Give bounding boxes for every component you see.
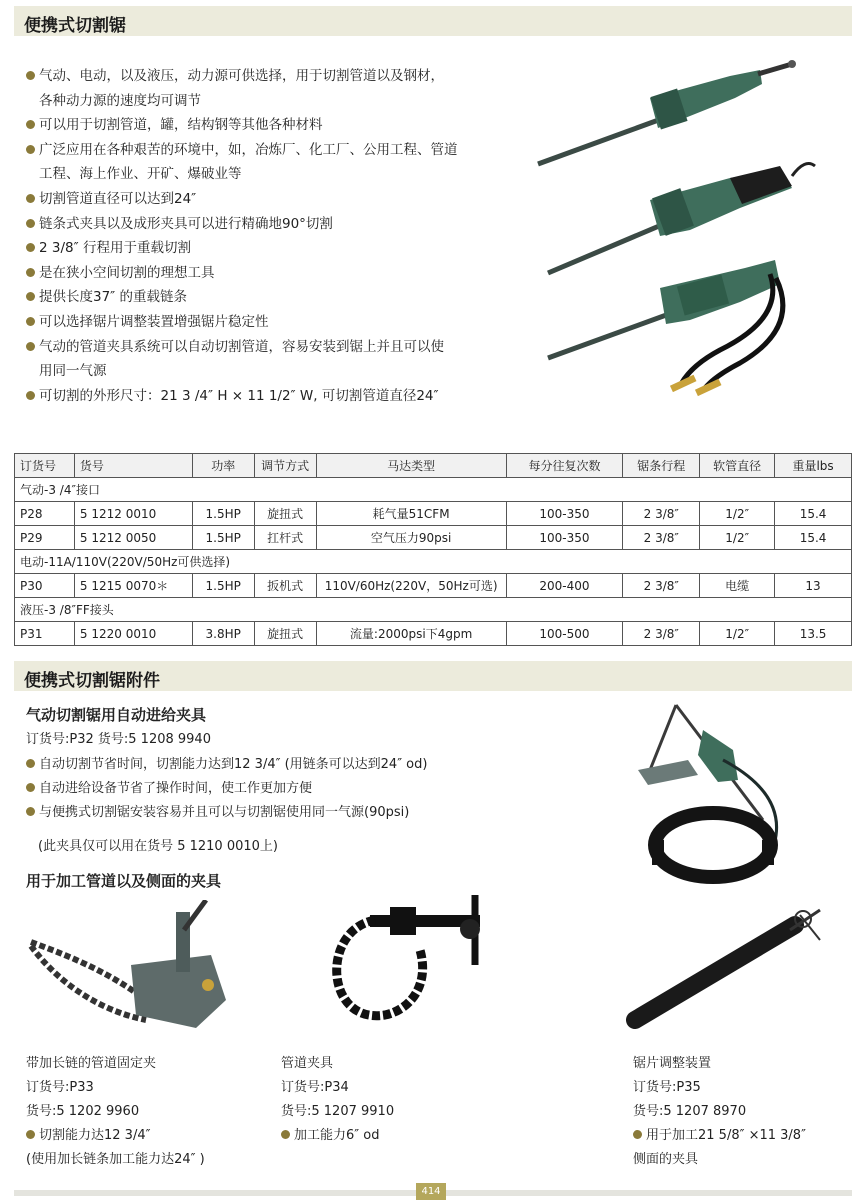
table-group-row	[15, 598, 852, 622]
feature-line: 可以选择锯片调整装置增强锯片稳定性	[26, 310, 506, 335]
table-cell: 扛杆式	[254, 526, 316, 550]
table-group-row	[15, 478, 852, 502]
column-header: 软管直径	[700, 454, 775, 478]
bullet-dot-icon	[633, 1130, 642, 1139]
column-header: 调节方式	[254, 454, 316, 478]
table-cell: 200-400	[506, 574, 623, 598]
table-cell: 110V/60Hz(220V，50Hz可选)	[316, 574, 506, 598]
feature-list	[26, 64, 506, 408]
table-cell: P29	[15, 526, 75, 550]
clamp-order: 订货号:P33	[26, 1080, 94, 1095]
table-cell: 1.5HP	[192, 526, 254, 550]
pneumatic-saw-image	[538, 60, 796, 164]
table-row	[15, 526, 852, 550]
clamp-part: 货号:5 1207 9910	[281, 1104, 395, 1119]
table-cell: 15.4	[775, 526, 852, 550]
table-cell: 空气压力90psi	[316, 526, 506, 550]
table-cell: 5 1215 0070＊	[74, 574, 192, 598]
table-cell: 旋扭式	[254, 622, 316, 646]
feature-line: 2 3/8″ 行程用于重载切割	[26, 236, 506, 261]
section-header-accessories	[14, 661, 852, 691]
bullet-dot-icon	[26, 145, 35, 154]
table-cell: 3.8HP	[192, 622, 254, 646]
feature-line: 各种动力源的速度均可调节	[39, 92, 201, 109]
table-cell: 2 3/8″	[623, 526, 700, 550]
feature-line: 气动、电动，以及液压，动力源可供选择，用于切割管道以及钢材，	[26, 64, 506, 89]
accessory-feature: 与便携式切割锯安装容易并且可以与切割锯使用同一气源(90psi)	[26, 801, 427, 825]
table-cell: 2 3/8″	[623, 622, 700, 646]
spec-table	[14, 453, 852, 646]
pipe-clamp-image	[330, 895, 520, 1035]
group-label: 电动-11A/110V(220V/50Hz可供选择)	[15, 550, 852, 574]
section-header-saw	[14, 6, 852, 36]
bullet-dot-icon	[281, 1130, 290, 1139]
feature-line: 链条式夹具以及成形夹具可以进行精确地90°切割	[26, 212, 506, 237]
clamp-item-chain	[26, 1052, 205, 1172]
table-cell: 5 1212 0050	[74, 526, 192, 550]
feature-line: 广泛应用在各种艰苦的环境中，如，冶炼厂、化工厂、公用工程、管道	[26, 138, 506, 163]
section-title: 便携式切割锯	[24, 16, 126, 36]
clamp-extra: 侧面的夹具	[633, 1152, 699, 1167]
auto-feed-bullets	[26, 753, 427, 825]
table-cell: 15.4	[775, 502, 852, 526]
page-number: 414	[416, 1183, 446, 1200]
table-cell: 耗气量51CFM	[316, 502, 506, 526]
table-cell: 旋扭式	[254, 502, 316, 526]
table-cell: 100-350	[506, 526, 623, 550]
accessory-feature: 自动进给设备节省了操作时间，使工作更加方便	[26, 777, 427, 801]
table-row	[15, 622, 852, 646]
bullet-dot-icon	[26, 292, 35, 301]
feature-line: 可以用于切割管道，罐，结构钢等其他各种材料	[26, 113, 506, 138]
table-cell: 电缆	[700, 574, 775, 598]
column-header: 重量lbs	[775, 454, 852, 478]
hydraulic-saw-image	[548, 260, 783, 396]
clamp-name: 锯片调整装置	[633, 1056, 712, 1071]
table-cell: 13.5	[775, 622, 852, 646]
bullet-dot-icon	[26, 783, 35, 792]
bullet-dot-icon	[26, 71, 35, 80]
feature-line: 用同一气源	[39, 363, 107, 380]
table-cell: 2 3/8″	[623, 502, 700, 526]
feature-line: 提供长度37″ 的重载链条	[26, 285, 506, 310]
column-header: 订货号	[15, 454, 75, 478]
group-label: 气动-3 /4″接口	[15, 478, 852, 502]
section-title: 便携式切割锯附件	[24, 671, 160, 691]
usage-note: (此夹具仅可以用在货号 5 1210 0010上)	[38, 839, 278, 854]
bullet-dot-icon	[26, 120, 35, 129]
feature-line: 气动的管道夹具系统可以自动切割管道，容易安装到锯上并且可以使	[26, 335, 506, 360]
bullet-dot-icon	[26, 759, 35, 768]
table-cell: 1/2″	[700, 622, 775, 646]
clamp-item-pipe	[281, 1052, 394, 1148]
chain-clamp-image	[26, 900, 231, 1035]
feature-line: 是在狭小空间切割的理想工具	[26, 261, 506, 286]
table-cell: 扳机式	[254, 574, 316, 598]
table-cell: 5 1212 0010	[74, 502, 192, 526]
table-cell: 100-500	[506, 622, 623, 646]
table-cell: P28	[15, 502, 75, 526]
clamp-extra: (使用加长链条加工能力达24″ )	[26, 1152, 205, 1167]
group-label: 液压-3 /8″FF接头	[15, 598, 852, 622]
clamp-bullet: 加工能力6″ od	[281, 1124, 394, 1148]
blade-adjuster-image	[625, 905, 825, 1030]
table-cell: 1/2″	[700, 526, 775, 550]
table-cell: 2 3/8″	[623, 574, 700, 598]
table-row	[15, 502, 852, 526]
table-cell: 13	[775, 574, 852, 598]
bullet-dot-icon	[26, 243, 35, 252]
clamp-item-blade	[633, 1052, 806, 1172]
feature-line: 可切割的外形尺寸：21 3 /4″ H × 11 1/2″ W, 可切割管道直径24″	[26, 384, 506, 409]
feature-line: 工程、海上作业、开矿、爆破业等	[39, 166, 242, 183]
bullet-dot-icon	[26, 807, 35, 816]
feature-line: 切割管道直径可以达到24″	[26, 187, 506, 212]
bullet-dot-icon	[26, 1130, 35, 1139]
bullet-dot-icon	[26, 268, 35, 277]
table-group-row	[15, 550, 852, 574]
bullet-dot-icon	[26, 342, 35, 351]
saw-images	[530, 58, 830, 403]
table-cell: P31	[15, 622, 75, 646]
column-header: 功率	[192, 454, 254, 478]
accessory-feature: 自动切割节省时间，切割能力达到12 3/4″ (用链条可以达到24″ od)	[26, 753, 427, 777]
clamp-order: 订货号:P34	[281, 1080, 349, 1095]
table-row	[15, 574, 852, 598]
clamp-bullet: 用于加工21 5/8″ ×11 3/8″	[633, 1124, 806, 1148]
table-cell: 100-350	[506, 502, 623, 526]
clamp-part: 货号:5 1207 8970	[633, 1104, 747, 1119]
column-header: 马达类型	[316, 454, 506, 478]
table-cell: P30	[15, 574, 75, 598]
clamp-name: 带加长链的管道固定夹	[26, 1056, 157, 1071]
bullet-dot-icon	[26, 219, 35, 228]
bullet-dot-icon	[26, 194, 35, 203]
subsection-title-clamps: 用于加工管道以及侧面的夹具	[26, 872, 222, 890]
table-cell: 1.5HP	[192, 574, 254, 598]
column-header: 货号	[74, 454, 192, 478]
table-cell: 1.5HP	[192, 502, 254, 526]
table-cell: 1/2″	[700, 502, 775, 526]
column-header: 锯条行程	[623, 454, 700, 478]
bullet-dot-icon	[26, 317, 35, 326]
table-cell: 5 1220 0010	[74, 622, 192, 646]
bullet-dot-icon	[26, 391, 35, 400]
table-cell: 流量:2000psi下4gpm	[316, 622, 506, 646]
clamp-order: 订货号:P35	[633, 1080, 701, 1095]
clamp-bullet: 切割能力达12 3/4″	[26, 1124, 205, 1148]
column-header: 每分往复次数	[506, 454, 623, 478]
subsection-title-auto-feed: 气动切割锯用自动进给夹具	[26, 706, 207, 724]
order-info: 订货号:P32 货号:5 1208 9940	[26, 732, 211, 747]
table-header-row	[15, 454, 852, 478]
auto-feed-clamp-image	[628, 700, 808, 885]
electric-saw-image	[548, 164, 815, 273]
clamp-part: 货号:5 1202 9960	[26, 1104, 140, 1119]
clamp-name: 管道夹具	[281, 1056, 334, 1071]
